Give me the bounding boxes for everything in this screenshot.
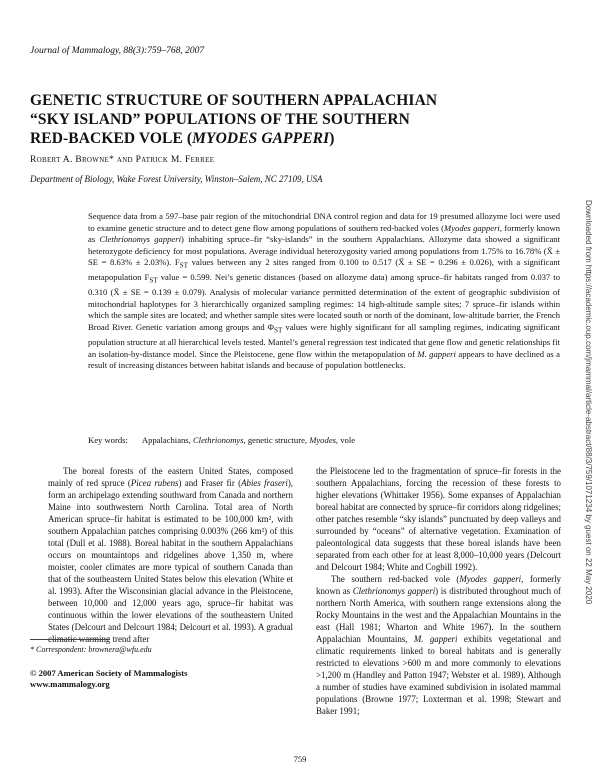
abstract: Sequence data from a 597–base pair region of the mitochondrial DNA control region and data for 19 presumed allozyme loci were used to examine genetic structure and to detect gene flow among populations of southern red-backed voles (Myodes gapperi, formerly known as Clethrionomys gapperi) inhabiting spruce–fir “sky-islands” in the southern Appalachians. Allozyme data showed a significant heterozygote deficiency for most populations. Average individual heterozygosity varied among populations from 1.75% to 16.78% (X̄ ± SE = 8.63% ± 2.03%). $F_{ST}$ values between any 2 sites ranged from 0.100 to 0.517 (X̄ ± SE = 0.296 ± 0.026), with a significant metapopulation $F_{ST}$ value = 0.599. Nei’s genetic distances (based on allozyme data) among spruce–fir habitats ranged from 0.037 to 0.310 (X̄ ± SE = 0.139 ± 0.079). Analysis of molecular variance permitted determination of the extent of geographic subdivision of mitochondrial haplotypes for 3 hierarchically organized sampling regimes: 14 high-altitude sample sites; 7 spruce–fir islands within which the sample sites are located; and whether sample sites were located south or north of the dominant, low-altitude barrier, the French Broad River. Genetic variation among groups and $\Phi_{ST}$ values were highly significant for all sampling regimes, indicating significant population structure at all hierarchical levels tested. Mantel’s general regression test indicated that gene flow and genetic relationships fit an isolation-by-distance model. Since the Pleistocene, gene flow within the metapopulation of M. gapperi appears to have declined as a result of increasing distances between habitat islands and because of population bottlenecks. [88,211,561,371]
page-number: 759 [293,754,307,764]
title-line-3: RED-BACKED VOLE (MYODES GAPPERI) [30,130,335,147]
journal-reference: Journal of Mammalogy, 88(3):759–768, 2007 [30,46,205,56]
keywords-label: Key words: [88,435,128,445]
article-title [30,91,530,148]
copyright-line: © 2007 American Society of Mammalogists [30,668,188,678]
body-paragraph: The boreal forests of the eastern United States, composed mainly of red spruce (Picea rubens) and Fraser fir (Abies fraseri), form an archipelago extending southward from Canada and northern Maine into southwestern North Carolina. Total area of North American spruce–fir habitat is estimated to be 100,000 km², with southern Appalachian patches comprising 0.003% (266 km²) of this total (Dull et al. 1988). Boreal habitat in the southern Appalachians occurs on mountaintops and ridgelines above 1,350 m, where moister, cooler climates are more typical of southern Canada than that of the southeastern United States below this elevation (White et al. 1993). After the Wisconsinian glacial advance in the Pleistocene, between 10,000 and 12,000 years ago, spruce–fir habitat was continuous within the lower elevations of the southeastern United States (Delcourt and Delcourt 1984; Delcourt et al. 1993). A gradual climatic warming trend after [48,466,294,644]
download-watermark: Downloaded from https://academic.oup.com/jmammal/article-abstract/88/3/759/1071234 by guest on 22 May 2020 [584,200,593,605]
society-website: www.mammalogy.org [30,679,110,689]
title-line-1: GENETIC STRUCTURE OF SOUTHERN APPALACHIAN [30,92,438,109]
author-affiliation: Department of Biology, Wake Forest University, Winston–Salem, NC 27109, USA [30,174,323,184]
footnote-divider [30,639,110,640]
title-species-name: MYODES GAPPERI [192,130,330,147]
author-list: Robert A. Browne* and Patrick M. Ferree [30,155,215,165]
keywords: Key words: Appalachians, Clethrionomys, genetic structure, Myodes, vole [88,435,356,445]
body-paragraph: the Pleistocene led to the fragmentation of spruce–fir forests in the southern Appalachians, forcing the recession of these forests to higher elevations (Whittaker 1956). Some expanses of Appalachian boreal habitat are connected by spruce–fir corridors along ridgelines; other patches resemble “sky islands” punctuated by deep valleys and surrounded by “oceans” of alternative vegetation. Examination of paleontological data suggests that these boreal islands have been separated from each other for at least 8,000–10,000 years (Delcourt and Delcourt 1984; White and Cogbill 1992). [316,466,561,572]
copyright-notice [30,668,188,690]
body-column-right [316,465,561,717]
body-paragraph: The southern red-backed vole (Myodes gapperi, formerly known as Clethrionomys gapperi) is distributed throughout much of northern North America, with southern range extensions along the Rocky Mountains in the west and the Appalachian Mountains in the east (Hall 1981; Wharton and White 1967). In the southern Appalachian Mountains, M. gapperi exhibits vegetational and climatic requirements linked to boreal habitats and is generally restricted to elevations >600 m and more commonly to elevations >1,200 m (Handley and Patton 1947; Webster et al. 1989). Although a number of studies have examined subdivision in isolated mammal populations (Browne 1977; Loxterman et al. 1998; Stewart and Baker 1991; [316,574,561,716]
title-line-2: “SKY ISLAND” POPULATIONS OF THE SOUTHERN [30,111,410,128]
body-column-left [48,465,293,645]
correspondent-footnote: * Correspondent: brownera@wfu.edu [30,645,152,654]
